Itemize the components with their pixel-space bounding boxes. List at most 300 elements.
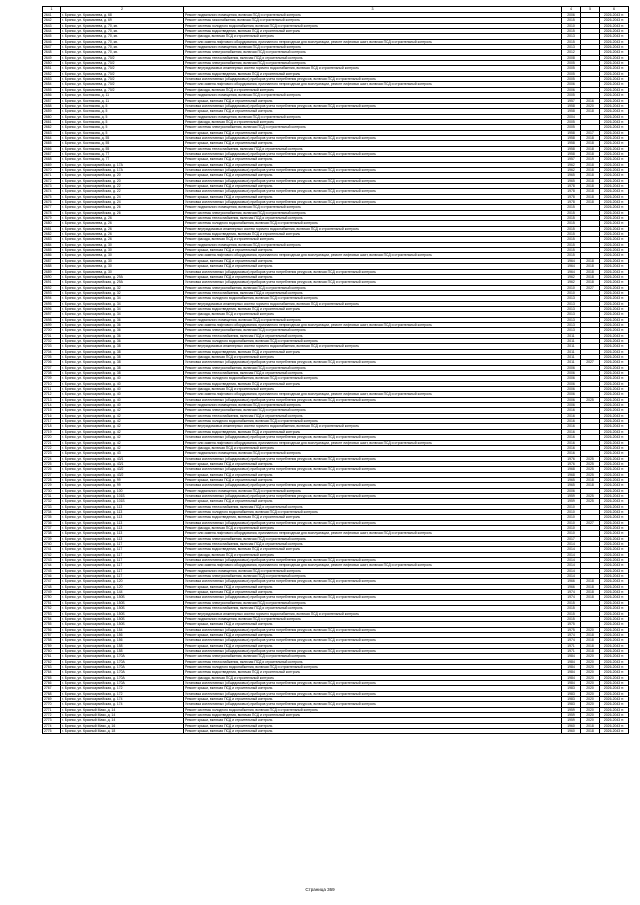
row-number: 2644 [43,29,61,34]
address-cell: г. Брянск, ул. Красноармейская, д. 26 [61,205,184,210]
address-cell: г. Брянск, ул. Костюкова, д. 11 [61,93,184,98]
row-number: 2678 [43,210,61,215]
work-type-cell: Ремонт крыши, включая ПСД и строительный контроль [184,194,562,199]
work-type-cell: Ремонт системы водоотведения, включая ПСД и строительный контроль [184,71,562,76]
row-number: 2765 [43,675,61,680]
address-cell: г. Брянск, ул. Красноармейская, д. 158 [61,643,184,648]
row-number: 2685 [43,248,61,253]
planned-period-cell: 2026-2043 гг. [600,488,629,493]
work-type-cell: Установка коллективных (общедомовых) приборов учета потребления ресурсов, включая ПСД и строительный контроль [184,648,562,653]
row-number: 2726 [43,467,61,472]
work-type-cell: Ремонт крыши, включая ПСД и строительный контроль [184,499,562,504]
row-number: 2682 [43,232,61,237]
year-built-cell: 2017 [562,536,581,541]
row-number: 2677 [43,205,61,210]
last-repair-year-cell: 2018 [581,109,600,114]
last-repair-year-cell: 2018 [581,280,600,285]
year-built-cell: 1962 [562,167,581,172]
address-cell: г. Брянск, ул. Красноармейская, д. 40 [61,403,184,408]
year-built-cell: 1962 [562,280,581,285]
planned-period-cell: 2026-2043 гг. [600,445,629,450]
planned-period-cell: 2026-2043 гг. [600,178,629,183]
row-number: 2746 [43,574,61,579]
row-number: 2736 [43,520,61,525]
work-type-cell: Ремонт системы электроснабжения, включая ПСД и строительный контроль [184,574,562,579]
planned-period-cell: 2026-2043 гг. [600,274,629,279]
last-repair-year-cell: 2020 [581,664,600,669]
work-type-cell: Ремонт крыши, включая ПСД и строительный контроль [184,686,562,691]
year-built-cell: 2015 [562,248,581,253]
planned-period-cell: 2026-2043 гг. [600,680,629,685]
work-type-cell: Ремонт внутридомовых инженерных систем горячего водоснабжения, включая ПСД и строительный контроль [184,344,562,349]
year-built-cell: 2006 [562,381,581,386]
year-built-cell: 2004 [562,114,581,119]
work-type-cell: Ремонт внутридомовых инженерных систем горячего водоснабжения, включая ПСД и строительный контроль [184,424,562,429]
planned-period-cell: 2026-2043 гг. [600,194,629,199]
address-cell: г. Брянск, ул. Крахмалева, д. 70/2 [61,71,184,76]
address-cell: г. Брянск, ул. Крахмалева, д. 70, кв. [61,29,184,34]
year-built-cell: 2006 [562,397,581,402]
planned-period-cell: 2026-2043 гг. [600,424,629,429]
planned-period-cell: 2026-2043 гг. [600,151,629,156]
address-cell: г. Брянск, ул. Красноармейская, д. 117 [61,568,184,573]
last-repair-year-cell: 2018 [581,184,600,189]
row-number: 2770 [43,702,61,707]
year-built-cell: 2010 [562,23,581,28]
row-number: 2646 [43,39,61,44]
address-cell: г. Брянск, ул. Крахмалева, д. 70, кв. [61,34,184,39]
planned-period-cell: 2026-2043 гг. [600,397,629,402]
address-cell: г. Брянск, ул. Красноармейская, д. 32 [61,285,184,290]
address-cell: г. Брянск, ул. Крахмалева, д. 70, кв. [61,39,184,44]
row-number: 2701 [43,333,61,338]
year-built-cell: 1984 [562,659,581,664]
address-cell: г. Брянск, ул. Красный Маяк, д. 14 [61,707,184,712]
last-repair-year-cell: 2016 [581,98,600,103]
year-built-cell: 1965 [562,173,581,178]
row-number: 2748 [43,584,61,589]
address-cell: г. Брянск, ул. Красноармейская, д. 117 [61,558,184,563]
address-cell: г. Брянск, ул. Красноармейская, д. 117 [61,552,184,557]
last-repair-year-cell: 2018 [581,477,600,482]
work-type-cell: Ремонт системы холодного водоснабжения, включая ПСД и строительный контроль [184,707,562,712]
address-cell: г. Брянск, ул. Красноармейская, д. 20 [61,178,184,183]
address-cell: г. Брянск, ул. Красноармейская, д. 150Б [61,606,184,611]
planned-period-cell: 2026-2043 гг. [600,285,629,290]
year-built-cell: 2016 [562,435,581,440]
row-number: 2754 [43,616,61,621]
year-built-cell: 2015 [562,18,581,23]
planned-period-cell: 2026-2043 гг. [600,221,629,226]
last-repair-year-cell: 2018 [581,162,600,167]
work-type-cell: Установка коллективных (общедомовых) приборов учета потребления ресурсов, включая ПСД и строительный контроль [184,638,562,643]
planned-period-cell: 2026-2043 гг. [600,98,629,103]
year-built-cell: 2006 [562,387,581,392]
row-number: 2767 [43,686,61,691]
year-built-cell: 2013 [562,296,581,301]
planned-period-cell: 2026-2043 гг. [600,200,629,205]
row-number: 2680 [43,221,61,226]
last-repair-year-cell: 2018 [581,141,600,146]
last-repair-year-cell: 2018 [581,146,600,151]
planned-period-cell: 2026-2043 гг. [600,93,629,98]
address-cell: г. Брянск, ул. Красноармейская, д. 150Б [61,600,184,605]
address-cell: г. Брянск, ул. Красноармейская, д. 17А [61,167,184,172]
row-number: 2716 [43,413,61,418]
work-type-cell: Ремонт системы теплоснабжения, включая ПСД и строительный контроль [184,413,562,418]
last-repair-year-cell: 2020 [581,713,600,718]
address-cell: г. Брянск, ул. Красноармейская, д. 117 [61,542,184,547]
year-built-cell: 1968 [562,467,581,472]
year-built-cell: 1960 [562,723,581,728]
work-type-cell: Установка коллективных (общедомовых) приборов учета потребления ресурсов, включая ПСД и строительный контроль [184,483,562,488]
work-type-cell: Ремонт системы теплоснабжения, включая ПСД и строительный контроль [184,606,562,611]
work-type-cell: Установка коллективных (общедомовых) приборов учета потребления ресурсов, включая ПСД и строительный контроль [184,269,562,274]
year-built-cell: 2016 [562,445,581,450]
year-built-cell: 2015 [562,237,581,242]
address-cell: г. Брянск, ул. Красноармейская, д. 36 [61,317,184,322]
year-built-cell: 2014 [562,558,581,563]
work-type-cell: Ремонт системы электроснабжения, включая ПСД и строительный контроль [184,61,562,66]
planned-period-cell: 2026-2043 гг. [600,467,629,472]
row-number: 2741 [43,547,61,552]
planned-period-cell: 2026-2043 гг. [600,328,629,333]
year-built-cell: 2006 [562,371,581,376]
row-number: 2735 [43,515,61,520]
address-cell: г. Брянск, ул. Костюкова, д. 55 [61,146,184,151]
year-built-cell: 1958 [562,130,581,135]
row-number: 2717 [43,419,61,424]
last-repair-year-cell: 2018 [581,729,600,734]
year-built-cell: 1958 [562,151,581,156]
work-type-cell: Ремонт системы электроснабжения, включая ПСД и строительный контроль [184,125,562,130]
year-built-cell: 2010 [562,509,581,514]
year-built-cell: 2014 [562,547,581,552]
row-number: 2725 [43,461,61,466]
column-number: 4 [562,7,581,13]
planned-period-cell: 2026-2043 гг. [600,595,629,600]
planned-period-cell: 2026-2043 гг. [600,590,629,595]
schedule-sheet [42,6,625,734]
row-number: 2643 [43,23,61,28]
address-cell: г. Брянск, ул. Красноармейская, д. 42 [61,419,184,424]
row-number: 2676 [43,200,61,205]
row-number: 2642 [43,18,61,23]
work-type-cell: Установка коллективных (общедомовых) приборов учета потребления ресурсов, включая ПСД и строительный контроль [184,280,562,285]
address-cell: г. Брянск, ул. Костюкова, д. 77 [61,151,184,156]
year-built-cell: 2008 [562,55,581,60]
address-cell: г. Брянск, ул. Красноармейская, д. 174 [61,697,184,702]
planned-period-cell: 2026-2043 гг. [600,622,629,627]
work-type-cell: Ремонт крыши, включая ПСД и строительный контроль [184,723,562,728]
planned-period-cell: 2026-2043 гг. [600,558,629,563]
address-cell: г. Брянск, ул. Костюкова, д. 55 [61,135,184,140]
year-built-cell: 1957 [562,157,581,162]
year-built-cell: 1957 [562,98,581,103]
address-cell: г. Брянск, ул. Красноармейская, д. 42 [61,429,184,434]
year-built-cell: 2016 [562,440,581,445]
address-cell: г. Брянск, ул. Красноармейская, д. 34 [61,296,184,301]
work-type-cell: Ремонт крыши, включая ПСД и строительный контроль [184,718,562,723]
year-built-cell: 1958 [562,146,581,151]
planned-period-cell: 2026-2043 гг. [600,34,629,39]
planned-period-cell: 2026-2043 гг. [600,435,629,440]
row-number: 2708 [43,371,61,376]
address-cell: г. Брянск, ул. Красноармейская, д. 117 [61,574,184,579]
year-built-cell: 2006 [562,403,581,408]
last-repair-year-cell: 2018 [581,723,600,728]
planned-period-cell: 2026-2043 гг. [600,50,629,55]
year-built-cell: 1974 [562,638,581,643]
address-cell: г. Брянск, ул. Красноармейская, д. 113 [61,504,184,509]
year-built-cell: 2011 [562,338,581,343]
year-built-cell: 2015 [562,616,581,621]
planned-period-cell: 2026-2043 гг. [600,477,629,482]
work-type-cell: Ремонт подвального помещения, включая ПСД и строительный контроль [184,205,562,210]
planned-period-cell: 2026-2043 гг. [600,697,629,702]
planned-period-cell: 2026-2043 гг. [600,611,629,616]
work-type-cell: Ремонт системы водоотведения, включая ПСД и строительный контроль [184,547,562,552]
work-type-cell: Ремонт крыши, включая ПСД и строительный контроль [184,590,562,595]
work-type-cell: Ремонт системы электроснабжения, включая ПСД и строительный контроль [184,365,562,370]
work-type-cell: Ремонт крыши, включая ПСД и строительный контроль [184,584,562,589]
work-type-cell: Установка коллективных (общедомовых) приборов учета потребления ресурсов, включая ПСД и строительный контроль [184,397,562,402]
year-built-cell: 2015 [562,242,581,247]
row-number: 2679 [43,216,61,221]
work-type-cell: Ремонт системы теплоснабжения, включая ПСД и строительный контроль [184,504,562,509]
year-built-cell: 2015 [562,39,581,44]
work-type-cell: Ремонт крыши, включая ПСД и строительный контроль [184,184,562,189]
work-type-cell: Ремонт подвального помещения, включая ПСД и строительный контроль [184,451,562,456]
row-number: 2693 [43,290,61,295]
year-built-cell: 2011 [562,349,581,354]
last-repair-year-cell: 2018 [581,189,600,194]
last-repair-year-cell: 2025 [581,499,600,504]
work-type-cell: Установка коллективных (общедомовых) приборов учета потребления ресурсов, включая ПСД и строительный контроль [184,558,562,563]
row-number: 2705 [43,355,61,360]
address-cell: г. Брянск, ул. Красноармейская, д. 40 [61,397,184,402]
column-number: 2 [61,7,184,13]
row-number: 2772 [43,713,61,718]
year-built-cell: 1966 [562,579,581,584]
last-repair-year-cell: 2018 [581,269,600,274]
work-type-cell: Ремонт крыши, включая ПСД и строительный контроль [184,477,562,482]
row-number: 2759 [43,643,61,648]
year-built-cell: 1962 [562,162,581,167]
planned-period-cell: 2026-2043 гг. [600,322,629,327]
planned-period-cell: 2026-2043 гг. [600,408,629,413]
row-number: 2768 [43,691,61,696]
work-type-cell: Ремонт системы электроснабжения, включая ПСД и строительный контроль [184,600,562,605]
planned-period-cell: 2026-2043 гг. [600,691,629,696]
row-number: 2732 [43,499,61,504]
address-cell: г. Брянск, ул. Крахмалева, д. 70/2 [61,82,184,87]
work-type-cell: Ремонт крыши, включая ПСД и строительный контроль [184,248,562,253]
address-cell: г. Брянск, ул. Красноармейская, д. 42 [61,440,184,445]
work-type-cell: Ремонт фасада, включая ПСД и строительный контроль [184,34,562,39]
planned-period-cell: 2026-2043 гг. [600,141,629,146]
address-cell: г. Брянск, ул. Красноармейская, д. 24 [61,194,184,199]
row-number: 2731 [43,493,61,498]
row-number: 2709 [43,376,61,381]
row-number: 2728 [43,477,61,482]
planned-period-cell: 2026-2043 гг. [600,66,629,71]
address-cell: г. Брянск, ул. Крахмалева, д. 26 [61,221,184,226]
work-type-cell: Установка коллективных (общедомовых) приборов учета потребления ресурсов, включая ПСД и строительный контроль [184,702,562,707]
year-built-cell: 2005 [562,125,581,130]
work-type-cell: Ремонт крыши, включая ПСД и строительный контроль [184,173,562,178]
row-number: 2660 [43,114,61,119]
last-repair-year-cell: 2018 [581,590,600,595]
planned-period-cell: 2026-2043 гг. [600,173,629,178]
last-repair-year-cell: 2020 [581,103,600,108]
last-repair-year-cell: 2027 [581,520,600,525]
year-built-cell: 1975 [562,622,581,627]
address-cell: г. Брянск, ул. Красноармейская, д. 38 [61,355,184,360]
address-cell: г. Брянск, ул. Костюкова, д. 5 [61,103,184,108]
row-number: 2750 [43,595,61,600]
planned-period-cell: 2026-2043 гг. [600,205,629,210]
address-cell: г. Брянск, ул. Красноармейская, д. 42 [61,408,184,413]
planned-period-cell: 2026-2043 гг. [600,13,629,18]
work-type-cell: Ремонт системы водоотведения, включая ПСД и строительный контроль [184,232,562,237]
address-cell: г. Брянск, ул. Крахмалева, д. 69 [61,18,184,23]
planned-period-cell: 2026-2043 гг. [600,184,629,189]
planned-period-cell: 2026-2043 гг. [600,39,629,44]
planned-period-cell: 2026-2043 гг. [600,365,629,370]
year-built-cell: 2015 [562,600,581,605]
year-built-cell: 2016 [562,413,581,418]
work-type-cell: Ремонт крыши, включая ПСД и строительный контроль [184,729,562,734]
planned-period-cell: 2026-2043 гг. [600,82,629,87]
year-built-cell: 2011 [562,355,581,360]
row-number: 2688 [43,264,61,269]
year-built-cell: 1959 [562,493,581,498]
row-number: 2648 [43,50,61,55]
last-repair-year-cell: 2020 [581,680,600,685]
address-cell: г. Брянск, ул. Красноармейская, д. 43/1 [61,456,184,461]
address-cell: г. Брянск, ул. Красный Маяк, д. 18 [61,729,184,734]
year-built-cell: 1964 [562,258,581,263]
work-type-cell: Установка коллективных (общедомовых) приборов учета потребления ресурсов, включая ПСД и строительный контроль [184,520,562,525]
year-built-cell: 2013 [562,322,581,327]
work-type-cell: Ремонт системы теплоснабжения, включая ПСД и строительный контроль [184,146,562,151]
work-type-cell: Ремонт фасада, включая ПСД и строительный контроль [184,87,562,92]
row-number: 2714 [43,403,61,408]
planned-period-cell: 2026-2043 гг. [600,659,629,664]
work-type-cell: Ремонт системы электроснабжения, включая ПСД и строительный контроль [184,654,562,659]
row-number: 2722 [43,445,61,450]
last-repair-year-cell: 2020 [581,702,600,707]
row-number: 2711 [43,387,61,392]
planned-period-cell: 2026-2043 гг. [600,670,629,675]
planned-period-cell: 2026-2043 гг. [600,531,629,536]
work-type-cell: Ремонт системы водоотведения, включая ПСД и строительный контроль [184,670,562,675]
address-cell: г. Брянск, ул. Красноармейская, д. 43/2 [61,467,184,472]
row-number: 2773 [43,718,61,723]
row-number: 2645 [43,34,61,39]
year-built-cell: 1975 [562,627,581,632]
last-repair-year-cell: 2025 [581,456,600,461]
work-type-cell: Ремонт крыши, включая ПСД и строительный контроль [184,643,562,648]
work-type-cell: Ремонт крыши, включая ПСД и строительный контроль [184,162,562,167]
row-number: 2670 [43,167,61,172]
work-type-cell: Установка коллективных (общедомовых) приборов учета потребления ресурсов, включая ПСД и строительный контроль [184,167,562,172]
address-cell: г. Брянск, ул. Красноармейская, д. 170А [61,659,184,664]
address-cell: г. Брянск, ул. Красноармейская, д. 120 [61,584,184,589]
address-cell: г. Брянск, ул. Красноармейская, д. 113 [61,536,184,541]
planned-period-cell: 2026-2043 гг. [600,114,629,119]
row-number: 2761 [43,654,61,659]
work-type-cell: Ремонт внутридомовых инженерных систем горячего водоснабжения, включая ПСД и строительный контроль [184,301,562,306]
row-number: 2658 [43,103,61,108]
year-built-cell: 1959 [562,707,581,712]
planned-period-cell: 2026-2043 гг. [600,509,629,514]
row-number: 2727 [43,472,61,477]
address-cell: г. Брянск, ул. Красноармейская, д. 43/2 [61,472,184,477]
work-type-cell: Ремонт подвального помещения, включая ПСД и строительный контроль [184,488,562,493]
address-cell: г. Брянск, ул. Красноармейская, д. 101Б [61,493,184,498]
last-repair-year-cell: 2018 [581,274,600,279]
planned-period-cell: 2026-2043 гг. [600,387,629,392]
address-cell: г. Брянск, ул. Крахмалева, д. 30 [61,269,184,274]
row-number: 2657 [43,98,61,103]
address-cell: г. Брянск, ул. Красноармейская, д. 36 [61,338,184,343]
planned-period-cell: 2026-2043 гг. [600,253,629,258]
year-built-cell: 2006 [562,87,581,92]
work-type-cell: Ремонт системы холодного водоснабжения, включая ПСД и строительный контроль [184,296,562,301]
year-built-cell: 2013 [562,301,581,306]
row-number: 2649 [43,55,61,60]
row-number: 2739 [43,536,61,541]
work-type-cell: Ремонт системы водоотведения, включая ПСД и строительный контроль [184,306,562,311]
row-number: 2675 [43,194,61,199]
address-cell: г. Брянск, ул. Красноармейская, д. 42 [61,413,184,418]
work-type-cell: Ремонт фасада, включая ПСД и строительный контроль [184,355,562,360]
work-type-cell: Ремонт крыши, включая ПСД и строительный контроль [184,264,562,269]
address-cell: г. Брянск, ул. Красноармейская, д. 117 [61,563,184,568]
work-type-cell: Установка коллективных (общедомовых) приборов учета потребления ресурсов, включая ПСД и строительный контроль [184,456,562,461]
year-built-cell: 1958 [562,103,581,108]
planned-period-cell: 2026-2043 гг. [600,269,629,274]
work-type-cell: Ремонт или замена лифтового оборудования, признанного непригодным для эксплуатации, ремонт лифтовых шахт, включая ПСД и строительный контроль [184,253,562,258]
last-repair-year-cell: 2025 [581,461,600,466]
planned-period-cell: 2026-2043 гг. [600,55,629,60]
address-cell: г. Брянск, ул. Крахмалева, д. 68 [61,13,184,18]
work-type-cell: Ремонт или замена лифтового оборудования, признанного непригодным для эксплуатации, ремонт лифтовых шахт, включая ПСД и строительный контроль [184,322,562,327]
address-cell: г. Брянск, ул. Красноармейская, д. 113 [61,531,184,536]
planned-period-cell: 2026-2043 гг. [600,317,629,322]
row-number: 2737 [43,526,61,531]
planned-period-cell: 2026-2043 гг. [600,413,629,418]
work-type-cell: Ремонт внутридомовых инженерных систем горячего водоснабжения, включая ПСД и строительный контроль [184,611,562,616]
work-type-cell: Установка коллективных (общедомовых) приборов учета потребления ресурсов, включая ПСД и строительный контроль [184,178,562,183]
year-built-cell: 2006 [562,488,581,493]
planned-period-cell: 2026-2043 гг. [600,109,629,114]
row-number: 2715 [43,408,61,413]
address-cell: г. Брянск, ул. Крахмалева, д. 30 [61,258,184,263]
year-built-cell: 2006 [562,82,581,87]
year-built-cell: 2016 [562,424,581,429]
planned-period-cell: 2026-2043 гг. [600,547,629,552]
work-type-cell: Ремонт подвального помещения, включая ПСД и строительный контроль [184,317,562,322]
address-cell: г. Брянск, ул. Красноармейская, д. 34 [61,306,184,311]
year-built-cell: 2010 [562,520,581,525]
row-number: 2733 [43,504,61,509]
row-number: 2687 [43,258,61,263]
address-cell: г. Брянск, ул. Костюкова, д. 11 [61,98,184,103]
row-number: 2753 [43,611,61,616]
